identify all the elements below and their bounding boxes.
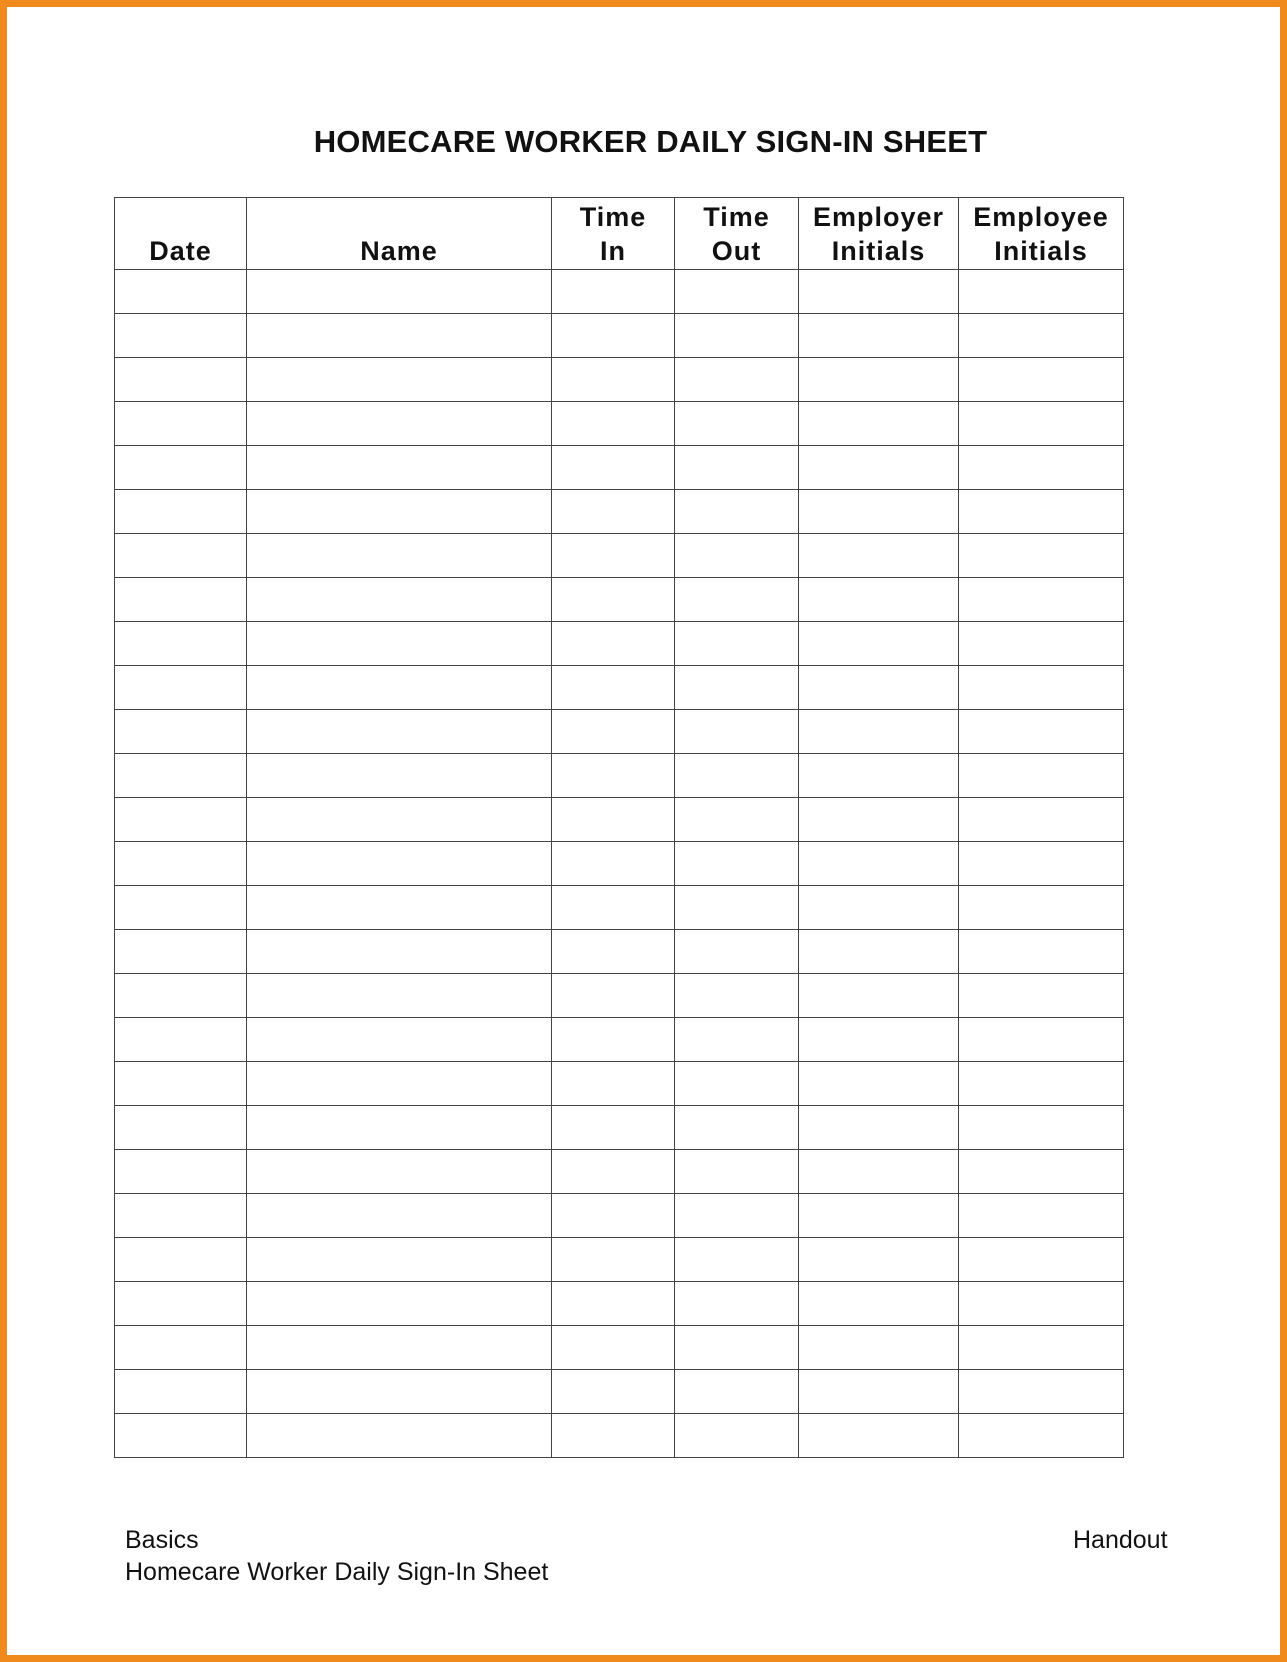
cell-employee-initials[interactable] [959,358,1124,402]
cell-time-in[interactable] [552,798,675,842]
table-row [115,402,1124,446]
cell-employer-initials[interactable] [799,490,959,534]
cell-time-out[interactable] [675,974,799,1018]
cell-date[interactable] [115,490,247,534]
cell-time-out[interactable] [675,1194,799,1238]
cell-time-in[interactable] [552,1414,675,1458]
cell-employee-initials[interactable] [959,1018,1124,1062]
cell-name[interactable] [247,1326,552,1370]
cell-date[interactable] [115,1238,247,1282]
cell-employer-initials[interactable] [799,446,959,490]
cell-employee-initials[interactable] [959,578,1124,622]
cell-employee-initials[interactable] [959,622,1124,666]
cell-time-out[interactable] [675,710,799,754]
table-row [115,1326,1124,1370]
cell-employer-initials[interactable] [799,314,959,358]
cell-employee-initials[interactable] [959,1370,1124,1414]
table-row [115,1370,1124,1414]
header-name-label: Name [360,236,438,266]
cell-time-out[interactable] [675,1326,799,1370]
sign-in-table [114,197,1124,1458]
cell-time-in[interactable] [552,930,675,974]
cell-time-in[interactable] [552,1106,675,1150]
table-row [115,1106,1124,1150]
table-row [115,886,1124,930]
cell-date[interactable] [115,1326,247,1370]
table-row [115,270,1124,314]
header-date [115,198,247,270]
cell-name[interactable] [247,974,552,1018]
cell-date[interactable] [115,314,247,358]
cell-date[interactable] [115,534,247,578]
cell-name[interactable] [247,1282,552,1326]
cell-name[interactable] [247,402,552,446]
cell-employee-initials[interactable] [959,1062,1124,1106]
cell-name[interactable] [247,1150,552,1194]
header-time-in [552,198,675,270]
cell-employee-initials[interactable] [959,1150,1124,1194]
cell-time-in[interactable] [552,622,675,666]
cell-employer-initials[interactable] [799,1194,959,1238]
cell-time-in[interactable] [552,490,675,534]
cell-date[interactable] [115,1282,247,1326]
header-employer-line2: Initials [831,236,926,266]
cell-date[interactable] [115,1414,247,1458]
table-row [115,666,1124,710]
cell-employer-initials[interactable] [799,842,959,886]
cell-time-in[interactable] [552,1150,675,1194]
cell-name[interactable] [247,1194,552,1238]
cell-employer-initials[interactable] [799,666,959,710]
cell-date[interactable] [115,974,247,1018]
table-row [115,1238,1124,1282]
cell-date[interactable] [115,402,247,446]
footer-doc-type: Handout [1073,1526,1168,1554]
cell-time-out[interactable] [675,754,799,798]
cell-date[interactable] [115,886,247,930]
table-row [115,446,1124,490]
cell-employer-initials[interactable] [799,622,959,666]
cell-date[interactable] [115,1370,247,1414]
cell-employer-initials[interactable] [799,974,959,1018]
cell-time-out[interactable] [675,1370,799,1414]
cell-date[interactable] [115,1062,247,1106]
header-employee-initials [959,198,1124,270]
cell-name[interactable] [247,930,552,974]
cell-employer-initials[interactable] [799,930,959,974]
cell-date[interactable] [115,1194,247,1238]
cell-time-out[interactable] [675,578,799,622]
cell-time-in[interactable] [552,974,675,1018]
cell-name[interactable] [247,1062,552,1106]
cell-time-in[interactable] [552,710,675,754]
cell-employer-initials[interactable] [799,1414,959,1458]
cell-time-in[interactable] [552,1062,675,1106]
cell-date[interactable] [115,710,247,754]
cell-name[interactable] [247,886,552,930]
header-time-out [675,198,799,270]
cell-time-out[interactable] [675,1018,799,1062]
cell-name[interactable] [247,578,552,622]
cell-date[interactable] [115,1018,247,1062]
cell-date[interactable] [115,578,247,622]
header-name [247,198,552,270]
cell-time-out[interactable] [675,1150,799,1194]
cell-employer-initials[interactable] [799,1150,959,1194]
cell-employee-initials[interactable] [959,1106,1124,1150]
cell-employer-initials[interactable] [799,710,959,754]
cell-name[interactable] [247,270,552,314]
cell-name[interactable] [247,754,552,798]
header-time-out-line1: Time [703,202,770,232]
cell-name[interactable] [247,1018,552,1062]
cell-date[interactable] [115,754,247,798]
cell-date[interactable] [115,358,247,402]
table-row [115,1194,1124,1238]
table-row [115,1282,1124,1326]
cell-time-in[interactable] [552,1282,675,1326]
cell-employer-initials[interactable] [799,402,959,446]
cell-employee-initials[interactable] [959,666,1124,710]
cell-employer-initials[interactable] [799,1018,959,1062]
cell-time-in[interactable] [552,358,675,402]
table-row [115,622,1124,666]
cell-date[interactable] [115,446,247,490]
table-row [115,974,1124,1018]
table-row [115,578,1124,622]
cell-employer-initials[interactable] [799,358,959,402]
cell-employee-initials[interactable] [959,402,1124,446]
table-row [115,1018,1124,1062]
page-title: HOMECARE WORKER DAILY SIGN-IN SHEET [313,124,988,159]
cell-time-out[interactable] [675,1414,799,1458]
cell-name[interactable] [247,314,552,358]
cell-date[interactable] [115,842,247,886]
cell-time-out[interactable] [675,1238,799,1282]
cell-time-in[interactable] [552,1018,675,1062]
cell-name[interactable] [247,798,552,842]
cell-time-out[interactable] [675,842,799,886]
cell-employee-initials[interactable] [959,314,1124,358]
table-row [115,754,1124,798]
cell-time-in[interactable] [552,754,675,798]
cell-time-out[interactable] [675,930,799,974]
cell-employee-initials[interactable] [959,842,1124,886]
cell-time-in[interactable] [552,314,675,358]
cell-employer-initials[interactable] [799,1238,959,1282]
cell-time-in[interactable] [552,1238,675,1282]
table-row [115,930,1124,974]
table-row [115,534,1124,578]
cell-date[interactable] [115,1106,247,1150]
cell-time-out[interactable] [675,622,799,666]
cell-name[interactable] [247,1370,552,1414]
table-row [115,314,1124,358]
header-employee-line2: Initials [994,236,1088,266]
header-employer-initials [799,198,959,270]
cell-time-out[interactable] [675,798,799,842]
cell-time-in[interactable] [552,578,675,622]
table-row [115,842,1124,886]
cell-employee-initials[interactable] [959,886,1124,930]
cell-date[interactable] [115,666,247,710]
header-time-in-line1: Time [579,202,647,232]
cell-date[interactable] [115,270,247,314]
cell-date[interactable] [115,622,247,666]
cell-time-out[interactable] [675,446,799,490]
cell-name[interactable] [247,710,552,754]
cell-time-in[interactable] [552,402,675,446]
cell-time-out[interactable] [675,358,799,402]
cell-name[interactable] [247,534,552,578]
cell-employee-initials[interactable] [959,534,1124,578]
table-header-row [115,198,1124,270]
table-row [115,710,1124,754]
header-time-out-line2: Out [711,236,762,266]
table-row [115,1414,1124,1458]
header-date-label: Date [149,236,212,266]
cell-name[interactable] [247,358,552,402]
header-employer-line1: Employer [812,202,945,232]
cell-time-out[interactable] [675,1106,799,1150]
cell-employer-initials[interactable] [799,754,959,798]
table-row [115,358,1124,402]
cell-time-in[interactable] [552,1370,675,1414]
cell-time-out[interactable] [675,402,799,446]
cell-time-in[interactable] [552,1326,675,1370]
cell-employer-initials[interactable] [799,1326,959,1370]
cell-time-out[interactable] [675,886,799,930]
cell-employee-initials[interactable] [959,930,1124,974]
cell-date[interactable] [115,930,247,974]
cell-time-out[interactable] [675,666,799,710]
cell-name[interactable] [247,842,552,886]
cell-employee-initials[interactable] [959,1414,1124,1458]
cell-employer-initials[interactable] [799,270,959,314]
header-employee-line1: Employee [973,202,1109,232]
cell-employer-initials[interactable] [799,578,959,622]
header-time-in-line2: In [600,236,626,266]
cell-employer-initials[interactable] [799,1282,959,1326]
cell-employer-initials[interactable] [799,1106,959,1150]
cell-name[interactable] [247,1106,552,1150]
cell-employer-initials[interactable] [799,798,959,842]
cell-time-in[interactable] [552,842,675,886]
cell-name[interactable] [247,666,552,710]
table-row [115,798,1124,842]
cell-name[interactable] [247,1414,552,1458]
cell-time-in[interactable] [552,1194,675,1238]
table-body [115,270,1124,1458]
cell-employer-initials[interactable] [799,886,959,930]
cell-name[interactable] [247,490,552,534]
cell-time-out[interactable] [675,1282,799,1326]
cell-employer-initials[interactable] [799,1062,959,1106]
cell-time-out[interactable] [675,534,799,578]
cell-time-in[interactable] [552,666,675,710]
footer-document-name: Homecare Worker Daily Sign-In Sheet [125,1558,549,1586]
cell-time-in[interactable] [552,446,675,490]
cell-name[interactable] [247,1238,552,1282]
cell-time-in[interactable] [552,270,675,314]
cell-employee-initials[interactable] [959,270,1124,314]
table-row [115,490,1124,534]
cell-time-out[interactable] [675,490,799,534]
cell-employee-initials[interactable] [959,1326,1124,1370]
cell-time-out[interactable] [675,314,799,358]
cell-employee-initials[interactable] [959,710,1124,754]
cell-employee-initials[interactable] [959,798,1124,842]
cell-time-in[interactable] [552,886,675,930]
cell-date[interactable] [115,798,247,842]
cell-time-out[interactable] [675,270,799,314]
cell-name[interactable] [247,446,552,490]
footer-category: Basics [125,1526,199,1554]
cell-employer-initials[interactable] [799,534,959,578]
cell-employee-initials[interactable] [959,446,1124,490]
cell-employee-initials[interactable] [959,974,1124,1018]
cell-employee-initials[interactable] [959,490,1124,534]
cell-employee-initials[interactable] [959,1194,1124,1238]
table-row [115,1062,1124,1106]
cell-employee-initials[interactable] [959,1238,1124,1282]
cell-employee-initials[interactable] [959,1282,1124,1326]
cell-name[interactable] [247,622,552,666]
cell-time-out[interactable] [675,1062,799,1106]
cell-employer-initials[interactable] [799,1370,959,1414]
cell-time-in[interactable] [552,534,675,578]
cell-employee-initials[interactable] [959,754,1124,798]
table-row [115,1150,1124,1194]
cell-date[interactable] [115,1150,247,1194]
